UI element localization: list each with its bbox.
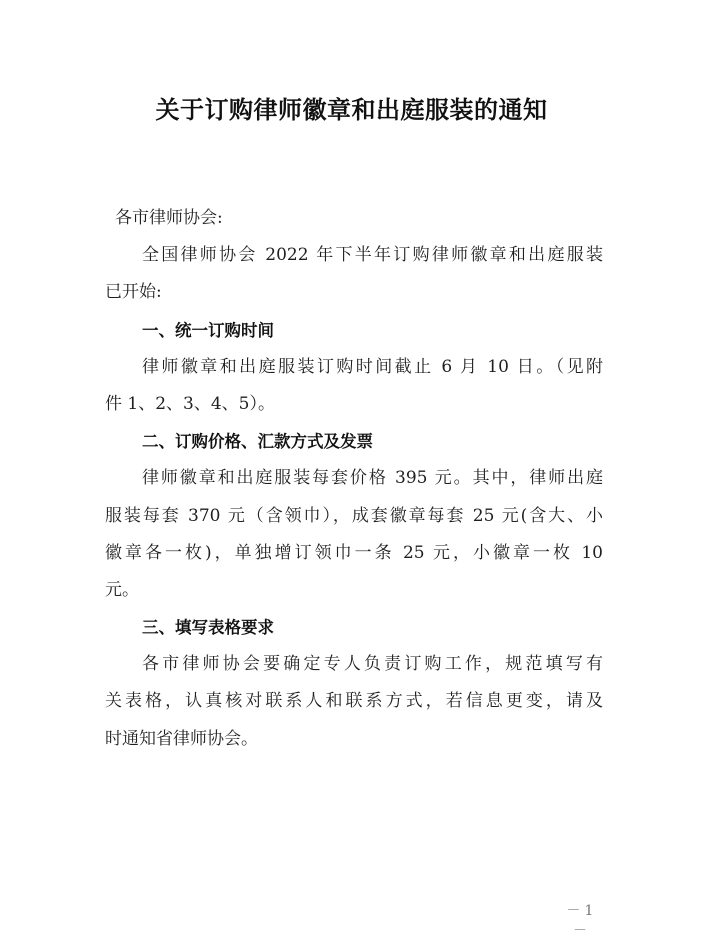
section-3-line-3: 时通知省律师协会。 (105, 728, 258, 749)
intro-line-1: 全国律师协会 2022 年下半年订购律师徽章和出庭服装 (142, 245, 603, 266)
section-2-line-2: 服装每套 370 元（含领巾），成套徽章每套 25 元(含大、小 (105, 505, 603, 526)
section-3-line-1: 各市律师协会要确定专人负责订购工作，规范填写有 (142, 654, 603, 675)
section-3-heading: 三、填写表格要求 (142, 618, 274, 638)
section-2-heading: 二、订购价格、汇款方式及发票 (142, 432, 373, 452)
section-1-line-2: 件 1、2、3、4、5）。 (105, 393, 275, 414)
salutation: 各市律师协会: (115, 208, 223, 228)
section-3-line-2: 关表格，认真核对联系人和联系方式，若信息更变，请及 (105, 691, 603, 712)
section-1-line-1: 律师徽章和出庭服装订购时间截止 6 月 10 日。（见附 (142, 356, 603, 377)
intro-line-2: 已开始: (105, 282, 162, 303)
section-2-line-1: 律师徽章和出庭服装每套价格 395 元。其中，律师出庭 (142, 468, 603, 489)
section-1-heading: 一、统一订购时间 (142, 320, 274, 340)
page-number: －1－ (566, 903, 598, 939)
document-title: 关于订购律师徽章和出庭服装的通知 (155, 95, 548, 124)
section-2-line-4: 元。 (105, 579, 139, 600)
document-body (105, 200, 603, 758)
section-2-line-3: 徽章各一枚)，单独增订领巾一条 25 元，小徽章一枚 10 (105, 542, 603, 563)
